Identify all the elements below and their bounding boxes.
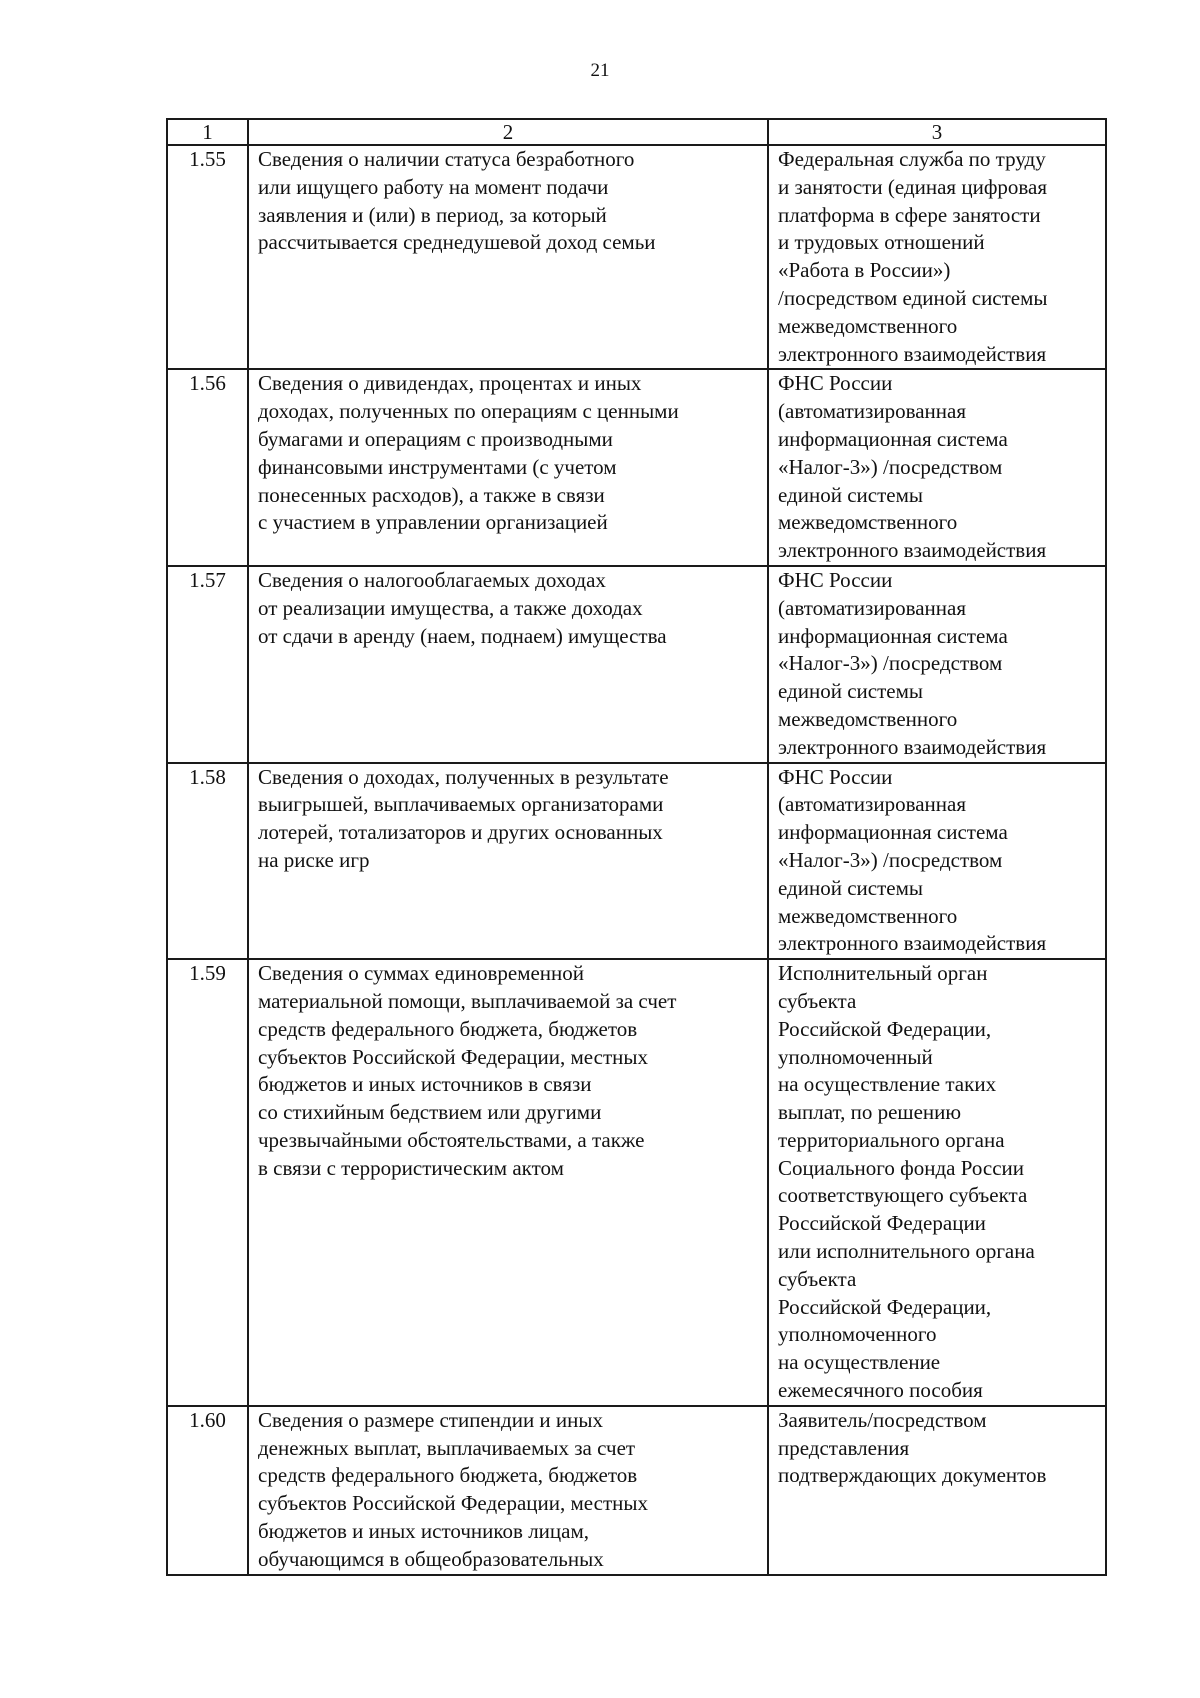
- description-line: доходах, полученных по операциям с ценными: [258, 399, 679, 424]
- source-line: представления: [778, 1435, 910, 1460]
- description-line: заявления и (или) в период, за который: [258, 202, 607, 227]
- description-line: лотерей, тотализаторов и других основанных: [258, 820, 663, 845]
- source-line: (автоматизированная: [778, 399, 966, 424]
- source-line: и занятости (единая цифровая: [778, 174, 1048, 199]
- row-number-cell: [167, 145, 248, 369]
- table-row: [167, 959, 1106, 1406]
- source-line: информационная система: [778, 623, 1008, 648]
- description-cell: [248, 145, 768, 369]
- source-line: соответствующего субъекта: [778, 1183, 1028, 1208]
- source-line: информационная система: [778, 426, 1008, 451]
- description-line: средств федерального бюджета, бюджетов: [258, 1016, 638, 1041]
- description-line: в связи с террористическим актом: [258, 1155, 564, 1180]
- description-line: бюджетов и иных источников в связи: [258, 1072, 592, 1097]
- row-number: 1.57: [189, 567, 226, 592]
- source-line: единой системы: [778, 875, 923, 900]
- description-line: субъектов Российской Федерации, местных: [258, 1044, 648, 1069]
- description-cell: [248, 959, 768, 1406]
- source-line: «Налог-3») /посредством: [778, 651, 1003, 676]
- source-line: субъекта: [778, 1266, 857, 1291]
- source-cell: [768, 566, 1106, 763]
- description-line: денежных выплат, выплачиваемых за счет: [258, 1435, 636, 1460]
- row-number: 1.55: [189, 147, 226, 171]
- data-table: [166, 118, 1107, 1576]
- source-cell: [768, 369, 1106, 566]
- source-line: (автоматизированная: [778, 595, 966, 620]
- source-line: межведомственного: [778, 510, 958, 535]
- source-line: межведомственного: [778, 706, 958, 731]
- source-line: ежемесячного пособия: [778, 1378, 983, 1403]
- description-line: рассчитывается среднедушевой доход семьи: [258, 230, 656, 255]
- source-line: подтверждающих документов: [778, 1463, 1047, 1488]
- source-line: Российской Федерации,: [778, 1016, 992, 1041]
- source-line: электронного взаимодействия: [778, 734, 1047, 759]
- source-line: и трудовых отношений: [778, 230, 985, 255]
- description-line: понесенных расходов), а также в связи: [258, 482, 605, 507]
- description-cell: [248, 1406, 768, 1575]
- description-line: Сведения о размере стипендии и иных: [258, 1407, 604, 1432]
- description-line: или ищущего работу на момент подачи: [258, 174, 609, 199]
- table-row: [167, 763, 1106, 960]
- source-line: ФНС России: [778, 371, 893, 396]
- row-number-cell: [167, 566, 248, 763]
- description-line: со стихийным бедствием или другими: [258, 1100, 602, 1125]
- source-cell: [768, 959, 1106, 1406]
- table-row: [167, 369, 1106, 566]
- description-line: средств федерального бюджета, бюджетов: [258, 1463, 638, 1488]
- header-cell-1: 1: [167, 119, 248, 145]
- source-line: Социального фонда России: [778, 1155, 1025, 1180]
- source-line: Заявитель/посредством: [778, 1407, 987, 1432]
- source-line: или исполнительного органа: [778, 1239, 1035, 1264]
- source-line: информационная система: [778, 820, 1008, 845]
- source-line: уполномоченного: [778, 1322, 937, 1347]
- table-row: [167, 566, 1106, 763]
- source-line: ФНС России: [778, 764, 893, 789]
- page-number: 21: [590, 60, 610, 81]
- source-line: Федеральная служба по труду: [778, 147, 1046, 171]
- table-row: [167, 145, 1106, 369]
- description-line: материальной помощи, выплачиваемой за счет: [258, 988, 677, 1013]
- source-line: единой системы: [778, 482, 923, 507]
- header-cell-2: 2: [248, 119, 768, 145]
- description-cell: [248, 566, 768, 763]
- header-cell-3: 3: [768, 119, 1106, 145]
- source-line: единой системы: [778, 679, 923, 704]
- table-row: [167, 1406, 1106, 1575]
- description-line: Сведения о дивидендах, процентах и иных: [258, 371, 642, 396]
- source-line: уполномоченный: [778, 1044, 933, 1069]
- row-number-cell: [167, 959, 248, 1406]
- source-line: электронного взаимодействия: [778, 341, 1047, 366]
- description-line: чрезвычайными обстоятельствами, а также: [258, 1127, 645, 1152]
- source-line: электронного взаимодействия: [778, 931, 1047, 956]
- source-line: Российской Федерации: [778, 1211, 986, 1236]
- description-line: на риске игр: [258, 847, 370, 872]
- description-line: Сведения о доходах, полученных в результате: [258, 764, 669, 789]
- source-line: «Налог-3») /посредством: [778, 454, 1003, 479]
- source-cell: [768, 763, 1106, 960]
- source-line: «Работа в России»): [778, 258, 951, 283]
- description-line: субъектов Российской Федерации, местных: [258, 1491, 648, 1516]
- source-line: выплат, по решению: [778, 1100, 962, 1125]
- description-line: бумагами и операциям с производными: [258, 426, 613, 451]
- description-line: Сведения о налогооблагаемых доходах: [258, 567, 606, 592]
- source-line: «Налог-3») /посредством: [778, 847, 1003, 872]
- description-line: с участием в управлении организацией: [258, 510, 608, 535]
- row-number-cell: [167, 763, 248, 960]
- row-number: 1.60: [189, 1407, 226, 1432]
- row-number-cell: [167, 369, 248, 566]
- source-line: Исполнительный орган: [778, 961, 988, 986]
- description-line: бюджетов и иных источников лицам,: [258, 1519, 590, 1544]
- description-line: от сдачи в аренду (наем, поднаем) имущества: [258, 623, 667, 648]
- source-line: ФНС России: [778, 567, 893, 592]
- source-cell: [768, 145, 1106, 369]
- source-cell: [768, 1406, 1106, 1575]
- source-line: на осуществление: [778, 1350, 941, 1375]
- source-line: Российской Федерации,: [778, 1294, 992, 1319]
- source-line: электронного взаимодействия: [778, 538, 1047, 563]
- source-line: территориального органа: [778, 1127, 1005, 1152]
- description-cell: [248, 369, 768, 566]
- description-line: Сведения о суммах единовременной: [258, 961, 585, 986]
- row-number-cell: [167, 1406, 248, 1575]
- source-line: (автоматизированная: [778, 792, 966, 817]
- source-line: субъекта: [778, 988, 857, 1013]
- description-line: обучающимся в общеобразовательных: [258, 1546, 604, 1571]
- row-number: 1.59: [189, 961, 226, 986]
- source-line: платформа в сфере занятости: [778, 202, 1041, 227]
- source-line: межведомственного: [778, 903, 958, 928]
- description-cell: [248, 763, 768, 960]
- description-line: финансовыми инструментами (с учетом: [258, 454, 617, 479]
- row-number: 1.58: [189, 764, 226, 789]
- description-line: от реализации имущества, а также доходах: [258, 595, 643, 620]
- source-line: /посредством единой системы: [778, 285, 1048, 310]
- source-line: на осуществление таких: [778, 1072, 997, 1097]
- row-number: 1.56: [189, 371, 226, 396]
- table-header-row: [167, 119, 1106, 145]
- source-line: межведомственного: [778, 313, 958, 338]
- description-line: выигрышей, выплачиваемых организаторами: [258, 792, 664, 817]
- description-line: Сведения о наличии статуса безработного: [258, 147, 635, 171]
